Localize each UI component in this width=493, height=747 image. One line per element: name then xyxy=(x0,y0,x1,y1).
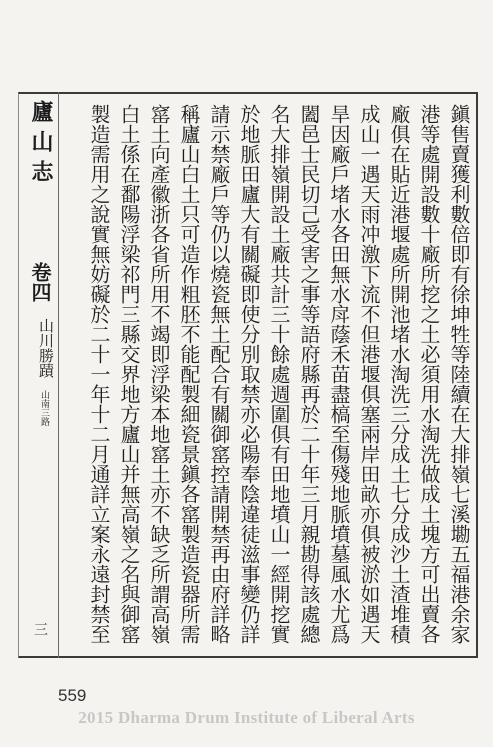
text-column-11: 窰土向產徽浙各省所用不竭即浮梁本地窰土亦不缺乏所謂高嶺 xyxy=(147,104,171,644)
margin-section-title: 山川勝蹟 xyxy=(37,318,55,378)
margin-book-title: 廬山志 xyxy=(28,100,54,190)
text-column-6: 闔邑士民切己受害之事等語府縣再於二十年三月親勘得該處總 xyxy=(297,104,321,644)
text-column-12: 白土係在鄱陽浮梁祁門三縣交界地方廬山并無高嶺之名與御窰 xyxy=(117,104,141,644)
text-column-7: 名大排嶺開設土廠共計三十餘處週圍俱有田地墳山一經開挖實 xyxy=(267,104,291,644)
text-column-9: 請示禁廠戶等仍以燒瓷無土配合有關御窰控請開禁再由府詳略 xyxy=(207,104,231,644)
text-column-13: 製造需用之說實無妨礙於二十一年十二月通詳立案永遠封禁至 xyxy=(87,104,111,644)
text-column-4: 成山一遇天雨冲激下流不但港堰俱塞兩岸田畝亦俱被淤如遇天 xyxy=(357,104,381,644)
text-column-2: 港等處開設數十廠所挖之土必須用水淘洗做成土塊方可出賣各 xyxy=(417,104,441,644)
text-column-5: 旱因廠戶堵水各田無水戽蔭禾苗盡槁至傷殘地脈墳墓風水尤爲 xyxy=(327,104,351,644)
watermark: 2015 Dharma Drum Institute of Liberal Arts xyxy=(78,708,415,727)
text-column-1: 鎭售賣獲利數倍即有徐坤牲等陸續在大排嶺七溪墈五福港余家 xyxy=(447,104,471,644)
margin-volume: 卷四 xyxy=(28,262,52,302)
margin-page-marker: 三 xyxy=(32,622,48,636)
text-column-10: 稱廬山白土只可造作粗胚不能配製細瓷景鎭各窰製造瓷器所需 xyxy=(177,104,201,644)
page-number: 559 xyxy=(58,686,87,705)
margin-sub-section: 山南三路 xyxy=(39,390,49,426)
text-column-8: 於地脈田廬大有關礙即使分別取禁亦必陽奉陰違徒滋事變仍詳 xyxy=(237,104,261,644)
text-column-3: 廠俱在貼近港堰處所開池堵水淘洗三分成土七分成沙土渣堆積 xyxy=(387,104,411,644)
